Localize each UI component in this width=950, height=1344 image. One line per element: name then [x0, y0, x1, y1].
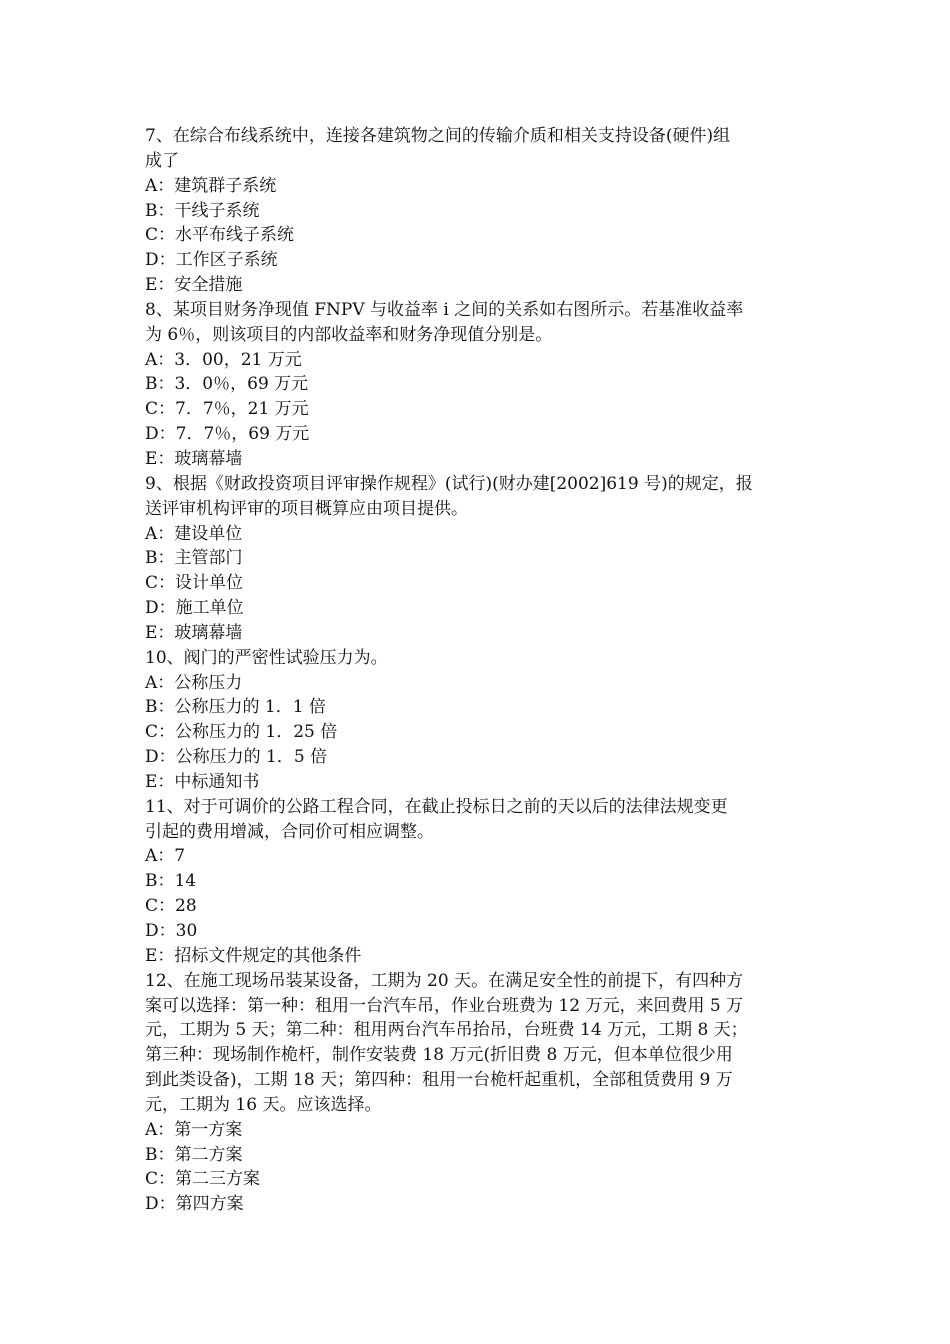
- text-line: 11、对于可调价的公路工程合同，在截止投标日之前的天以后的法律法规变更: [145, 796, 728, 817]
- text-line: 元，工期为 5 天；第二种：租用两台汽车吊抬吊，台班费 14 万元，工期 8 天；: [145, 1020, 748, 1041]
- text-line: 12、在施工现场吊装某设备，工期为 20 天。在满足安全性的前提下，有四种方: [145, 970, 744, 991]
- text-line: 案可以选择：第一种：租用一台汽车吊，作业台班费为 12 万元，来回费用 5 万: [145, 995, 744, 1016]
- text-line: D：工作区子系统: [145, 250, 278, 271]
- text-line: C：28: [145, 896, 197, 917]
- text-line: 到此类设备)，工期 18 天；第四种：租用一台桅杆起重机，全部租赁费用 9 万: [145, 1070, 733, 1091]
- text-line: 第三种：现场制作桅杆，制作安装费 18 万元(折旧费 8 万元，但本单位很少用: [145, 1045, 733, 1066]
- text-line: B：14: [145, 871, 197, 892]
- text-line: C：第二三方案: [145, 1169, 261, 1190]
- text-line: A：建筑群子系统: [145, 175, 277, 196]
- text-line: E：中标通知书: [145, 771, 260, 792]
- text-line: B：主管部门: [145, 548, 243, 569]
- text-line: 引起的费用增减，合同价可相应调整。: [145, 821, 434, 842]
- text-line: D：7．7％，69 万元: [145, 424, 310, 445]
- text-line: E：玻璃幕墙: [145, 448, 243, 469]
- text-line: C：7．7％，21 万元: [145, 399, 309, 420]
- text-line: 10、阀门的严密性试验压力为。: [145, 647, 388, 668]
- text-line: 8、某项目财务净现值 FNPV 与收益率 i 之间的关系如右图所示。若基准收益率: [145, 299, 744, 320]
- text-line: A：7: [145, 846, 186, 867]
- text-line: C：设计单位: [145, 573, 244, 594]
- document-body: [145, 124, 810, 1217]
- text-line: C：公称压力的 1．25 倍: [145, 722, 338, 743]
- text-line: D：第四方案: [145, 1194, 244, 1215]
- text-line: E：招标文件规定的其他条件: [145, 945, 362, 966]
- text-line: B：公称压力的 1．1 倍: [145, 697, 326, 718]
- text-line: 7、在综合布线系统中，连接各建筑物之间的传输介质和相关支持设备(硬件)组: [145, 126, 731, 146]
- text-line: E：玻璃幕墙: [145, 622, 243, 643]
- text-line: A：公称压力: [145, 672, 243, 693]
- text-line: 9、根据《财政投资项目评审操作规程》(试行)(财办建[2002]619 号)的规定，报: [145, 473, 753, 494]
- text-line: C：水平布线子系统: [145, 225, 295, 246]
- text-line: A：第一方案: [145, 1119, 243, 1140]
- text-line: D：公称压力的 1．5 倍: [145, 747, 328, 768]
- text-line: 为 6％，则该项目的内部收益率和财务净现值分别是。: [145, 324, 553, 345]
- text-line: B：3．0％，69 万元: [145, 374, 309, 395]
- text-line: A：3．00，21 万元: [145, 349, 302, 370]
- text-line: A：建设单位: [145, 523, 243, 544]
- text-line: 元，工期为 16 天。应该选择。: [145, 1094, 382, 1115]
- text-line: D：施工单位: [145, 598, 244, 619]
- text-line: B：第二方案: [145, 1144, 243, 1165]
- text-line: D：30: [145, 921, 198, 941]
- text-line: 送评审机构评审的项目概算应由项目提供。: [145, 498, 468, 519]
- text-line: 成了: [145, 150, 179, 171]
- text-line: B：干线子系统: [145, 200, 260, 221]
- text-line: E：安全措施: [145, 275, 243, 296]
